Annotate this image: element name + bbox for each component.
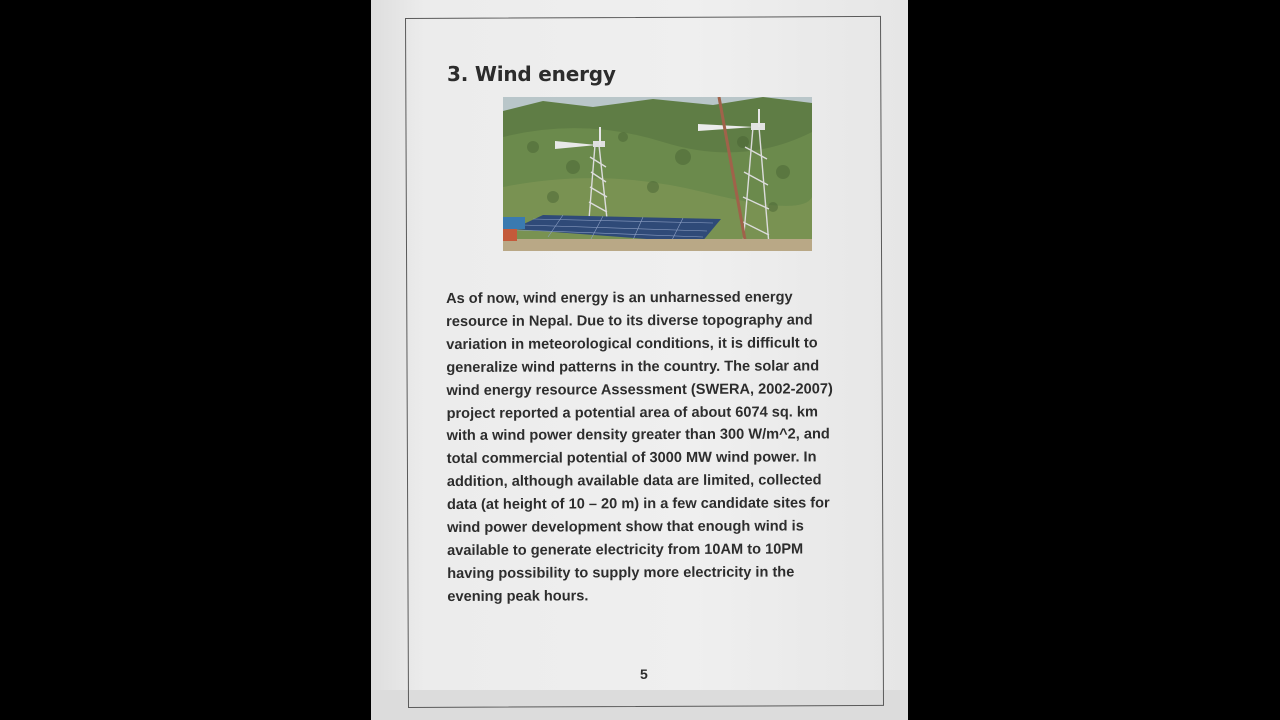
wind-solar-photo xyxy=(503,97,812,251)
section-heading: 3. Wind energy xyxy=(447,62,616,86)
body-paragraph: As of now, wind energy is an unharnessed energy resource in Nepal. Due to its diverse topography and variation in meteorological conditions, it is difficult to generalize wind patterns in the country. The solar and wind energy resource Assessment (SWERA, 2002-2007) project reported a potential area of about 6074 sq. km with a wind power density greater than 300 W/m^2, and total commercial potential of 3000 MW wind power. In addition, although available data are limited, collected data (at height of 10 – 20 m) in a few candidate sites for wind power development show that enough wind is available to generate electricity from 10AM to 10PM having possibility to supply more electricity in the evening peak hours. xyxy=(446,289,833,605)
page-number: 5 xyxy=(640,666,648,682)
